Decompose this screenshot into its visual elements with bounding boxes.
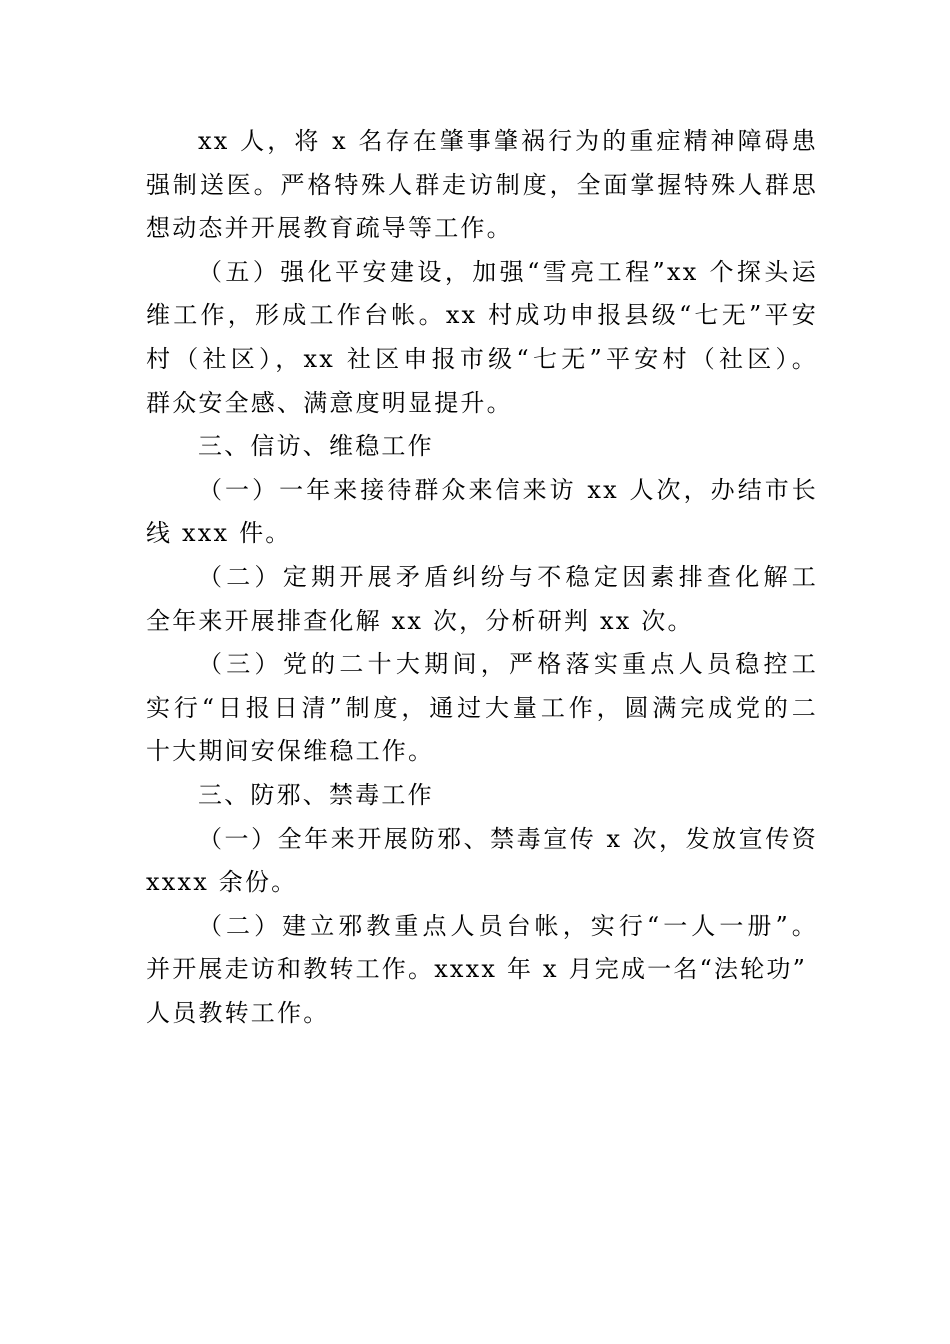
paragraph bbox=[146, 556, 818, 643]
paragraph-line: 维工作，形成工作台帐。xx 村成功申报县级“七无”平安 bbox=[146, 301, 818, 330]
paragraph-line: （一）一年来接待群众来信来访 xx 人次，办结市长 bbox=[198, 475, 818, 504]
paragraph-line: （五）强化平安建设，加强“雪亮工程”xx 个探头运 bbox=[198, 257, 818, 286]
paragraph bbox=[146, 251, 818, 425]
paragraph-line: xxxx 余份。 bbox=[146, 868, 298, 897]
paragraph-line: 全年来开展排查化解 xx 次，分析研判 xx 次。 bbox=[146, 606, 694, 635]
paragraph-line: （二）建立邪教重点人员台帐，实行“一人一册”。 bbox=[198, 911, 818, 940]
paragraph-line: xx 人，将 x 名存在肇事肇祸行为的重症精神障碍患 bbox=[198, 127, 818, 155]
paragraph-line: 强制送医。严格特殊人群走访制度，全面掌握特殊人群思 bbox=[146, 170, 818, 199]
paragraph bbox=[146, 643, 818, 774]
section-heading bbox=[146, 425, 818, 469]
paragraph-line: 实行“日报日清”制度，通过大量工作，圆满完成党的二 bbox=[146, 693, 818, 722]
paragraph-line: 想动态并开展教育疏导等工作。 bbox=[146, 214, 513, 243]
paragraph-line: 十大期间安保维稳工作。 bbox=[146, 737, 435, 766]
paragraph-line: 人员教转工作。 bbox=[146, 998, 330, 1027]
paragraph-line: 村（社区），xx 社区申报市级“七无”平安村（社区）。 bbox=[146, 344, 818, 373]
paragraph-line: 并开展走访和教转工作。xxxx 年 x 月完成一名“法轮功” bbox=[146, 955, 808, 984]
paragraph-line: （三）党的二十大期间，严格落实重点人员稳控工 bbox=[198, 650, 818, 679]
section-heading-text: 三、防邪、禁毒工作 bbox=[198, 780, 434, 809]
section-heading-text: 三、信访、维稳工作 bbox=[198, 432, 434, 461]
paragraph-line: （一）全年来开展防邪、禁毒宣传 x 次，发放宣传资 bbox=[198, 824, 818, 853]
paragraph bbox=[146, 905, 818, 1036]
section-heading bbox=[146, 774, 818, 818]
paragraph bbox=[146, 120, 818, 251]
paragraph-line: （二）定期开展矛盾纠纷与不稳定因素排查化解工 bbox=[198, 562, 818, 591]
paragraph-line: 群众安全感、满意度明显提升。 bbox=[146, 388, 513, 417]
paragraph bbox=[146, 469, 818, 556]
paragraph-line: 线 xxx 件。 bbox=[146, 519, 292, 548]
paragraph bbox=[146, 818, 818, 905]
document-body bbox=[146, 120, 818, 1035]
